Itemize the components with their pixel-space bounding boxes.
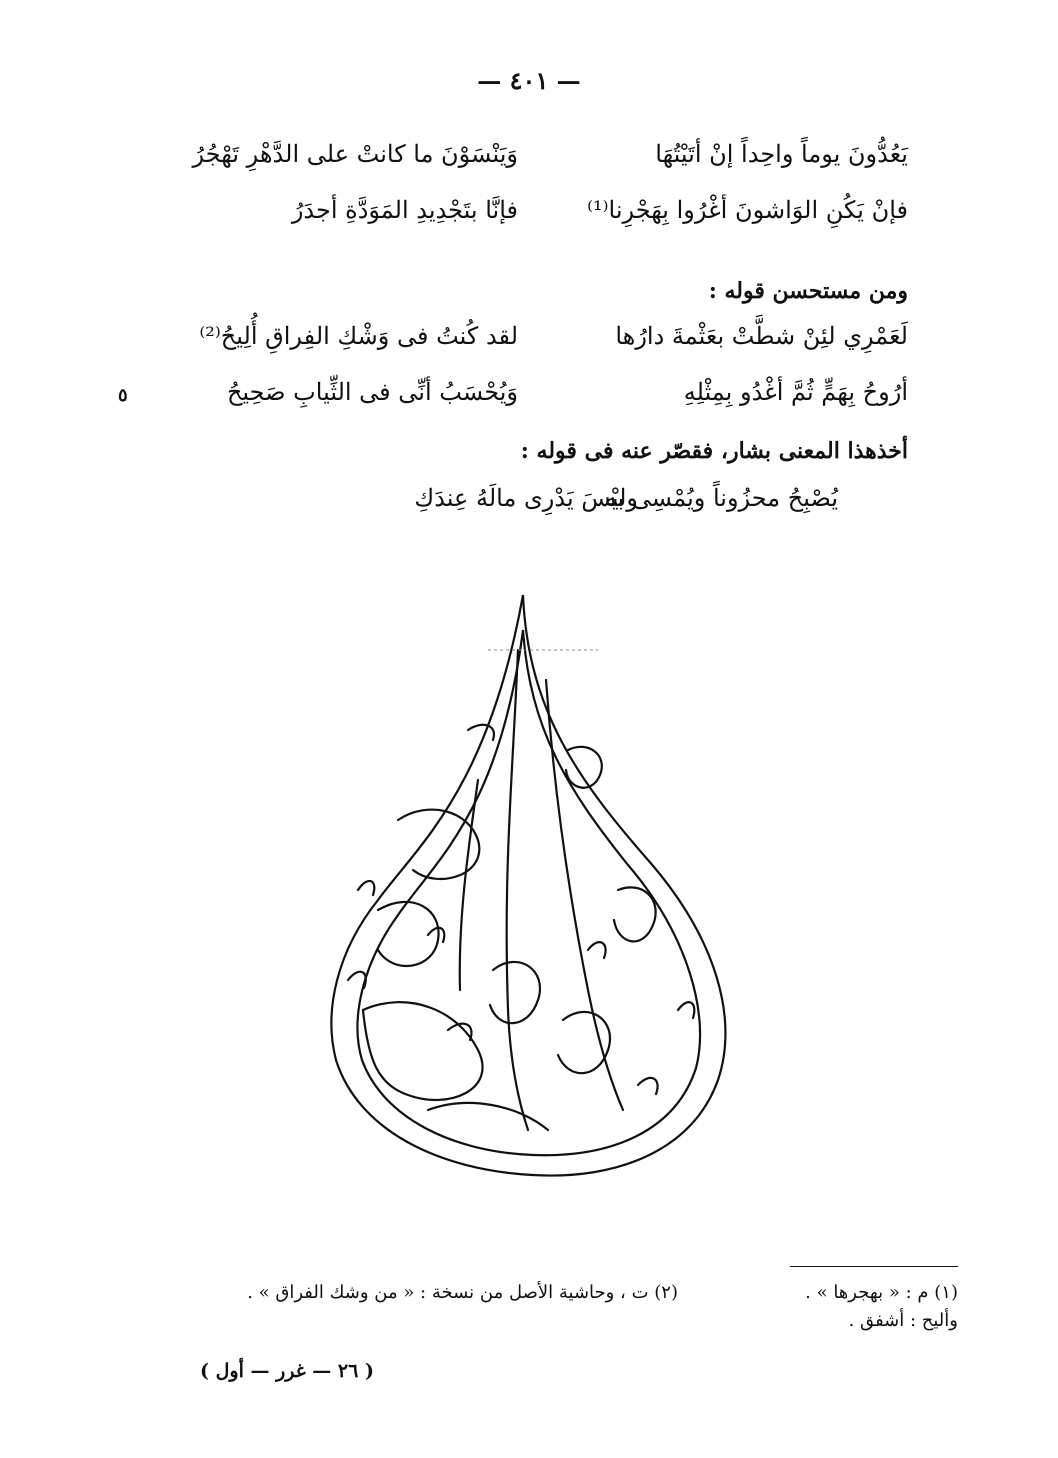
letter-loop [363,1002,483,1100]
hemistich-first: لَعَمْرِي لئِنْ شطَّتْ بعَثْمةَ دارُها [615,322,908,350]
hemistich-first: يَعُدُّونَ يوماً واحِداً إنْ أتَيْتُهَا [655,140,908,168]
teardrop-inner-outline [358,630,701,1155]
hemistich-second: فإنَّا بتَجْدِيدِ المَوَدَّةِ أجدَرُ [291,196,518,224]
intro-line-2: أخذهذا المعنى بشار، فقصّر عنه فى قوله : [520,438,908,464]
hemistich-second: وَيَنْسَوْنَ ما كانتْ على الدَّهْرِ تَهْجُرُ [192,140,518,168]
footnote-divider [790,1266,958,1267]
intro-line-1: ومن مستحسن قوله : [708,278,908,304]
alef-stroke [460,780,478,990]
verse-line [148,196,908,240]
footnote-line [138,1310,958,1338]
hemistich-first: يُصْبِحُ محزُوناً ويُمْسِى به [604,484,838,512]
verse-line [148,378,908,422]
letter-loop [558,1012,610,1073]
teardrop-outline [331,595,725,1176]
footnote-2-continued: وأليح : أشفق . [848,1310,958,1331]
alef-stroke [546,680,623,1110]
footnote-2: (٢) ت ، وحاشية الأصل من نسخة : « من وشك الفراق » . [247,1282,678,1303]
diacritic-mark [588,942,606,958]
verse-line [148,484,908,528]
footnote-1: (١) م : « بهجرها » . [805,1282,958,1303]
hemistich-first: فإنْ يَكُنِ الوَاشونَ أغْرُوا بِهَجْرِنا⁽¹⁾ [587,196,908,224]
diacritic-mark [468,725,494,740]
verse-line [148,322,908,366]
diacritic-mark [638,1078,658,1094]
diacritic-mark [428,928,444,942]
letter-loop [490,962,540,1023]
verse-line [148,140,908,184]
footnotes [138,1282,958,1338]
hemistich-second: وليْسَ يَدْرِى مالَهُ عِندَكِ [414,484,638,512]
diacritic-mark [358,881,374,895]
hemistich-second: وَيُحْسَبُ أنِّى فى الثِّيابِ صَحِيحُ [226,378,518,406]
hemistich-first: أرُوحُ بِهَمٍّ ثُمَّ أغْدُو بِمِثْلِهِ [683,378,908,406]
calligraphy-emblem [318,590,738,1190]
margin-line-number: ٥ [118,385,128,406]
letter-loop [566,747,602,788]
hemistich-second: لقد كُنتُ فى وَشْكِ الفِراقِ أُلِيحُ⁽²⁾ [199,322,518,350]
signature-mark: ( ٢٦ — غرر — أول ) [200,1360,374,1382]
letter-loop [614,887,656,941]
page-number: — ٤٠١ — [477,66,581,95]
alef-stroke [507,650,528,1130]
diacritic-mark [678,1002,694,1018]
letter-loop [428,1103,548,1130]
footnote-line [138,1282,958,1310]
